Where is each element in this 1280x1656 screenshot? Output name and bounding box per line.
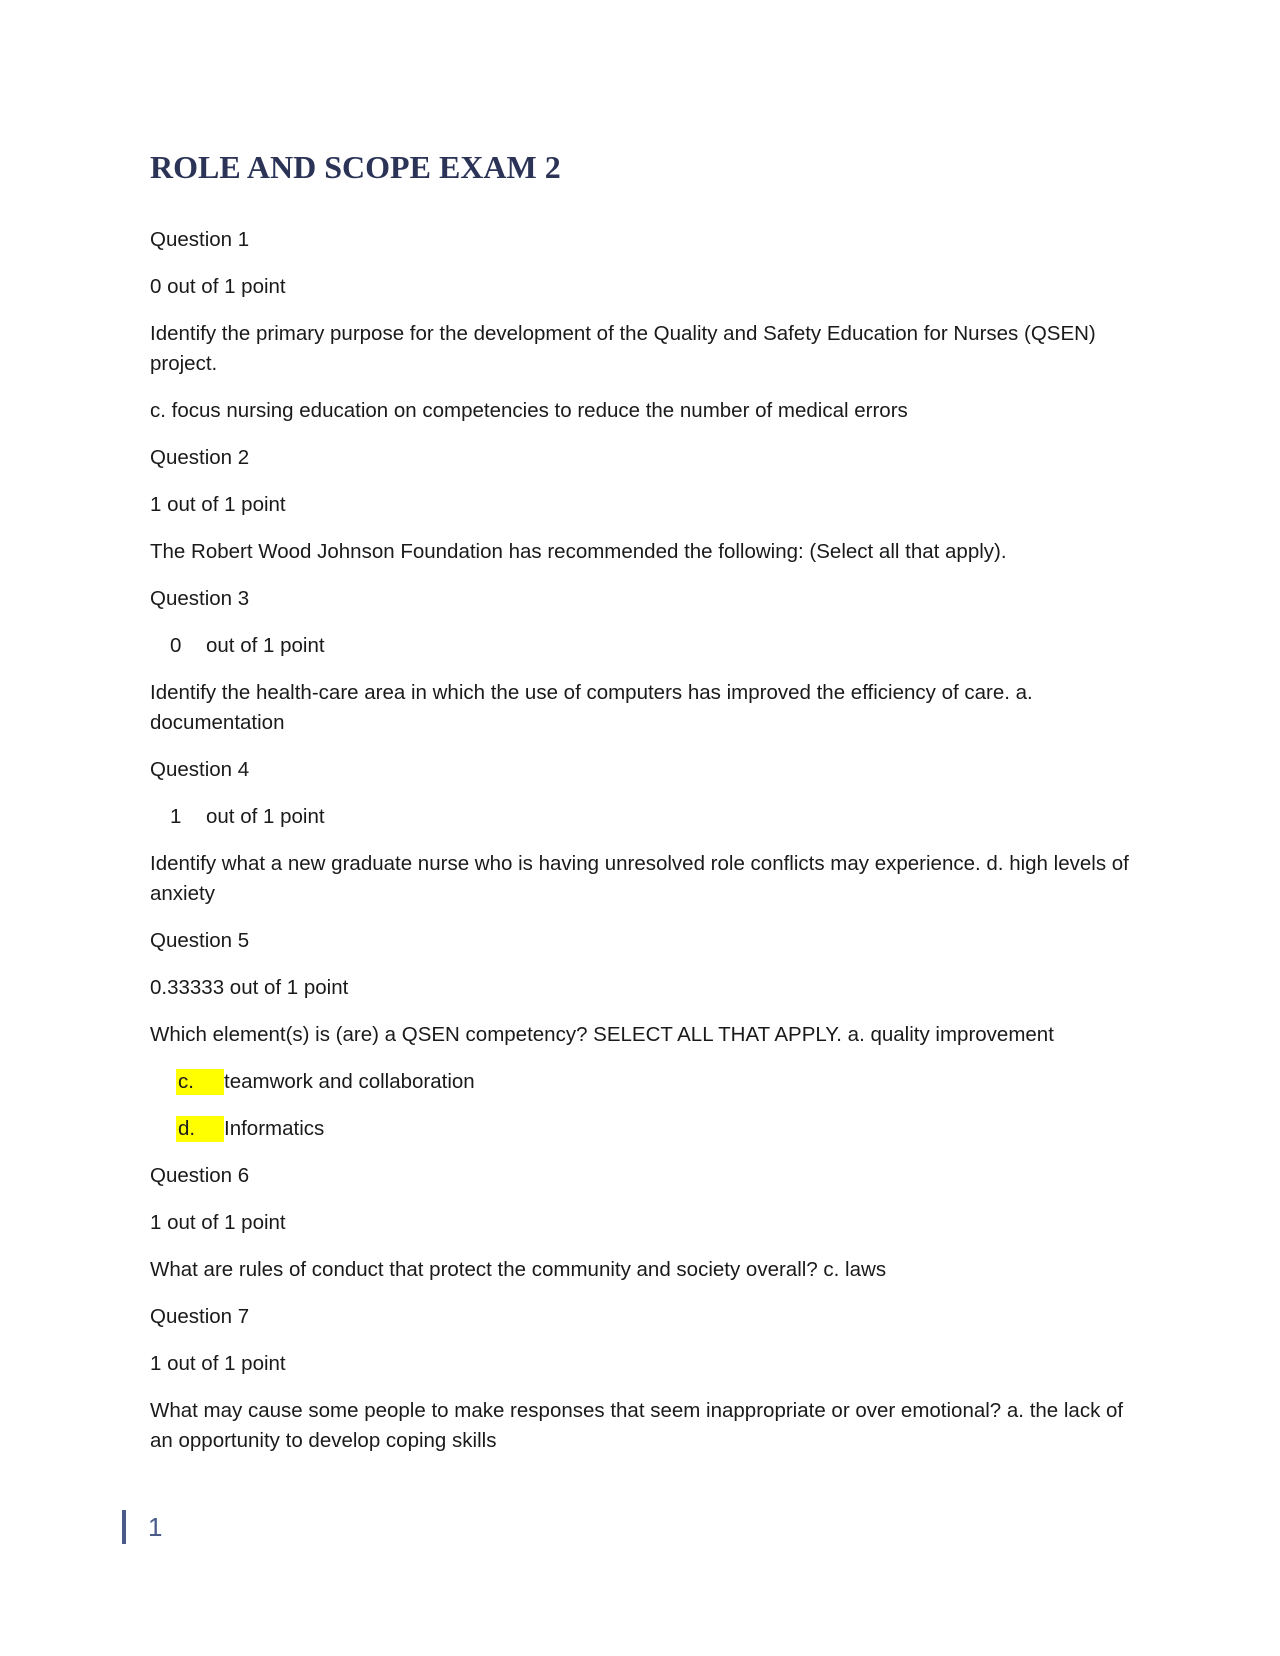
question-1-score: 0 out of 1 point (150, 275, 286, 299)
question-4-label: Question 4 (150, 758, 250, 782)
question-5-label: Question 5 (150, 929, 250, 953)
question-3-label: Question 3 (150, 587, 250, 611)
question-2-text: The Robert Wood Johnson Foundation has recommended the following: (Select all that apply). (150, 540, 1007, 564)
question-4 (150, 755, 1140, 909)
question-7-text: What may cause some people to make responses that seem inappropriate or over emotional? a. the lack of an opportunity to develop coping skills (150, 1399, 1124, 1453)
page-number: 1 (148, 1511, 163, 1542)
question-5-text: Which element(s) is (are) a QSEN competency? SELECT ALL THAT APPLY. a. quality improvement (150, 1023, 1054, 1047)
question-4-score (150, 802, 1140, 832)
question-4-score-value: 1 (170, 805, 182, 829)
question-7 (150, 1302, 1140, 1456)
document-title: ROLE AND SCOPE EXAM 2 (150, 149, 561, 185)
question-2-score: 1 out of 1 point (150, 493, 286, 517)
question-5 (150, 926, 1140, 1144)
option-text: Informatics (224, 1117, 325, 1141)
question-5-option-c (150, 1067, 1140, 1097)
question-3-score-value: 0 (170, 634, 182, 658)
option-letter-highlight: c. (176, 1069, 224, 1095)
question-3 (150, 584, 1140, 738)
question-3-score (150, 631, 1140, 661)
question-7-label: Question 7 (150, 1305, 250, 1329)
question-5-option-d (150, 1114, 1140, 1144)
question-6 (150, 1161, 1140, 1285)
question-2 (150, 443, 1140, 567)
document-body (150, 150, 1140, 1473)
question-5-score: 0.33333 out of 1 point (150, 976, 349, 1000)
option-letter-highlight: d. (176, 1116, 224, 1142)
question-2-label: Question 2 (150, 446, 250, 470)
option-text: teamwork and collaboration (224, 1070, 475, 1094)
question-3-text: Identify the health-care area in which the use of computers has improved the efficiency of care. a. documentation (150, 681, 1033, 735)
question-1-text: Identify the primary purpose for the development of the Quality and Safety Education for Nurses (QSEN) project. (150, 322, 1096, 376)
question-1 (150, 225, 1140, 426)
question-6-text: What are rules of conduct that protect the community and society overall? c. laws (150, 1258, 887, 1282)
question-1-answer: c. focus nursing education on competencies to reduce the number of medical errors (150, 399, 908, 423)
footer-bar (122, 1510, 126, 1544)
question-1-label: Question 1 (150, 228, 250, 252)
question-7-score: 1 out of 1 point (150, 1352, 286, 1376)
question-6-score: 1 out of 1 point (150, 1211, 286, 1235)
question-4-score-text: out of 1 point (206, 805, 325, 829)
question-4-text: Identify what a new graduate nurse who is having unresolved role conflicts may experience. d. high levels of anxiety (150, 852, 1129, 906)
question-3-score-text: out of 1 point (206, 634, 325, 658)
page-footer (122, 1510, 162, 1544)
question-6-label: Question 6 (150, 1164, 250, 1188)
